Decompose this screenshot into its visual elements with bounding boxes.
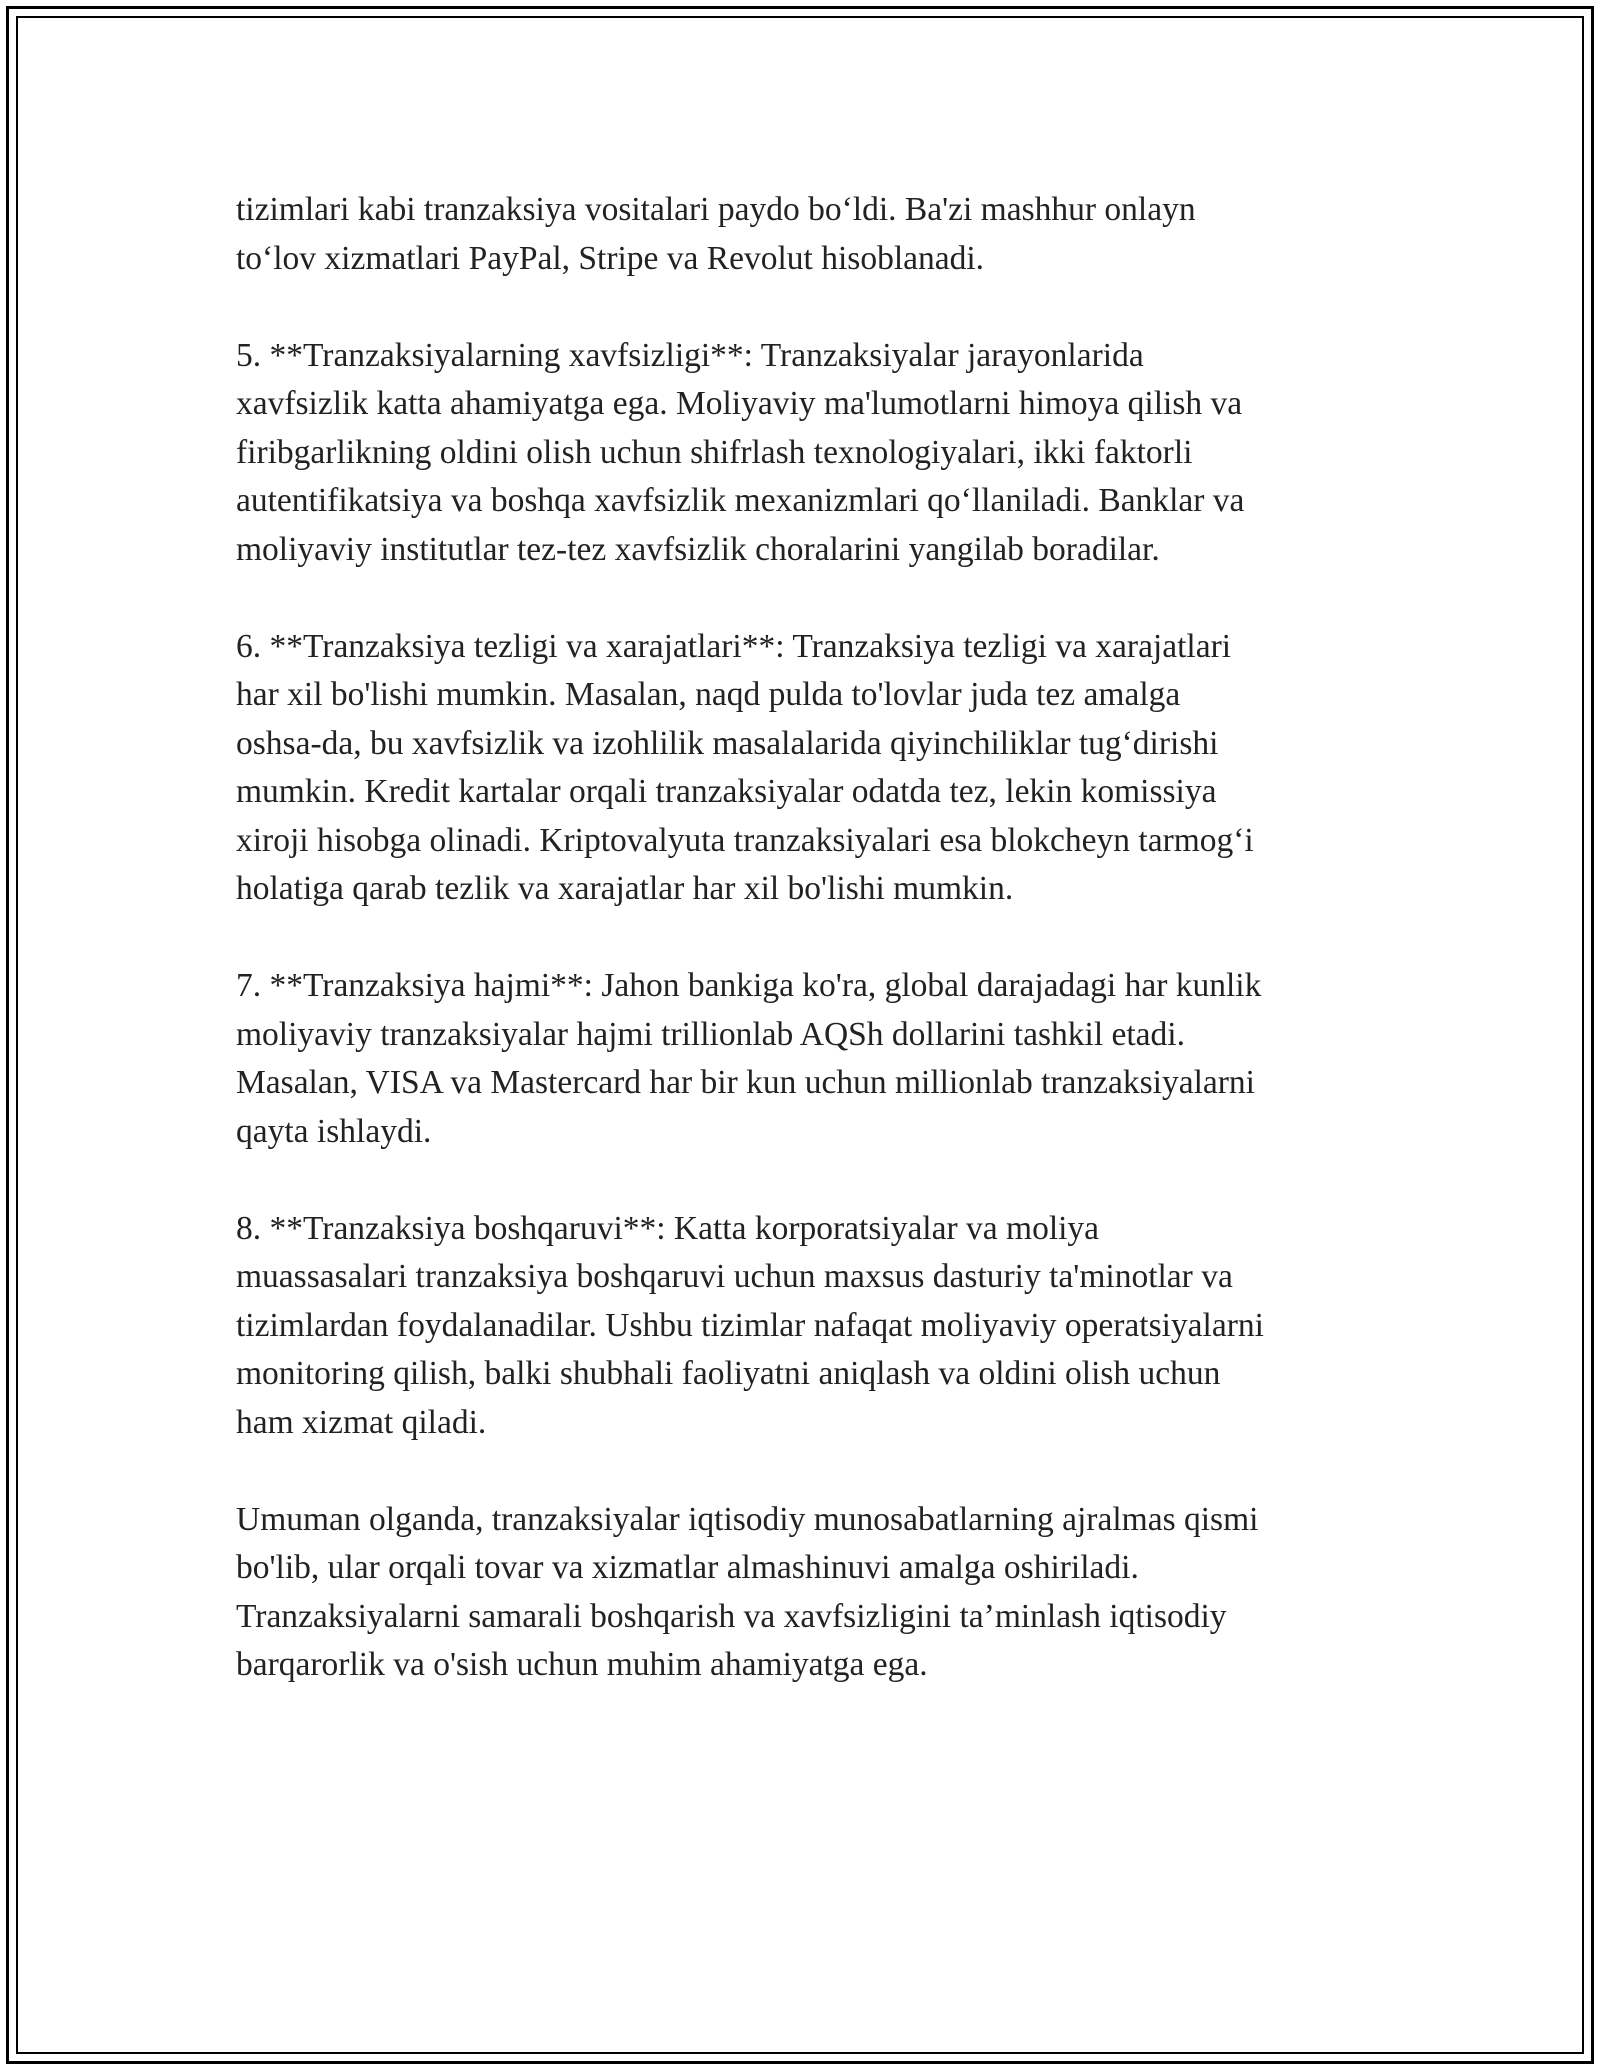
text-line: moliyaviy institutlar tez-tez xavfsizlik choralarini yangilab boradilar. <box>236 530 1160 568</box>
text-line: har xil bo'lishi mumkin. Masalan, naqd pulda to'lovlar juda tez amalga <box>236 676 1181 713</box>
paragraph-management <box>236 1205 1416 1448</box>
text-line: qayta ishlaydi. <box>236 1112 432 1150</box>
text-line: moliyaviy tranzaksiyalar hajmi trillionlab AQSh dollarini tashkil etadi. <box>236 1015 1185 1053</box>
text-line: tizimlari kabi tranzaksiya vositalari paydo bo‘ldi. Ba'zi mashhur onlayn <box>236 191 1196 228</box>
paragraph-online-payments <box>236 186 1416 283</box>
text-line: Umuman olganda, tranzaksiyalar iqtisodiy munosabatlarning ajralmas qismi <box>236 1500 1259 1538</box>
text-line: 7. **Tranzaksiya hajmi**: Jahon bankiga ko'ra, global darajadagi har kunlik <box>236 967 1262 1004</box>
text-line: 5. **Tranzaksiyalarning xavfsizligi**: Tranzaksiyalar jarayonlarida <box>236 336 1144 374</box>
text-line: to‘lov xizmatlari PayPal, Stripe va Revolut hisoblanadi. <box>236 239 985 277</box>
text-line: autentifikatsiya va boshqa xavfsizlik mexanizmlari qo‘llaniladi. Banklar va <box>236 482 1245 519</box>
text-line: oshsa-da, bu xavfsizlik va izohlilik masalalarida qiyinchiliklar tug‘dirishi <box>236 724 1219 762</box>
text-line: Tranzaksiyalarni samarali boshqarish va xavfsizligini ta’minlash iqtisodiy <box>236 1597 1227 1635</box>
text-line: 6. **Tranzaksiya tezligi va xarajatlari**: Tranzaksiya tezligi va xarajatlari <box>236 627 1232 665</box>
text-line: Masalan, VISA va Mastercard har bir kun uchun millionlab tranzaksiyalarni <box>236 1064 1255 1101</box>
paragraph-security <box>236 332 1416 575</box>
text-line: tizimlardan foydalanadilar. Ushbu tizimlar nafaqat moliyaviy operatsiyalarni <box>236 1306 1264 1344</box>
text-line: ham xizmat qiladi. <box>236 1403 487 1441</box>
text-line: barqarorlik va o'sish uchun muhim ahamiyatga ega. <box>236 1646 928 1683</box>
text-line: firibgarlikning oldini olish uchun shifrlash texnologiyalari, ikki faktorli <box>236 433 1193 471</box>
paragraph-conclusion <box>236 1496 1416 1690</box>
text-line: bo'lib, ular orqali tovar va xizmatlar almashinuvi amalga oshiriladi. <box>236 1549 1139 1586</box>
text-line: holatiga qarab tezlik va xarajatlar har xil bo'lishi mumkin. <box>236 870 1014 907</box>
text-line: xavfsizlik katta ahamiyatga ega. Moliyaviy ma'lumotlarni himoya qilish va <box>236 385 1243 422</box>
text-line: xiroji hisobga olinadi. Kriptovalyuta tranzaksiyalari esa blokcheyn tarmog‘i <box>236 821 1254 859</box>
paragraph-volume <box>236 962 1416 1156</box>
document-body <box>236 186 1416 1738</box>
text-line: muassasalari tranzaksiya boshqaruvi uchun maxsus dasturiy ta'minotlar va <box>236 1258 1233 1295</box>
text-line: 8. **Tranzaksiya boshqaruvi**: Katta korporatsiyalar va moliya <box>236 1209 1100 1247</box>
paragraph-speed-costs <box>236 623 1416 914</box>
text-line: monitoring qilish, balki shubhali faoliyatni aniqlash va oldini olish uchun <box>236 1355 1221 1392</box>
text-line: mumkin. Kredit kartalar orqali tranzaksiyalar odatda tez, lekin komissiya <box>236 773 1217 810</box>
